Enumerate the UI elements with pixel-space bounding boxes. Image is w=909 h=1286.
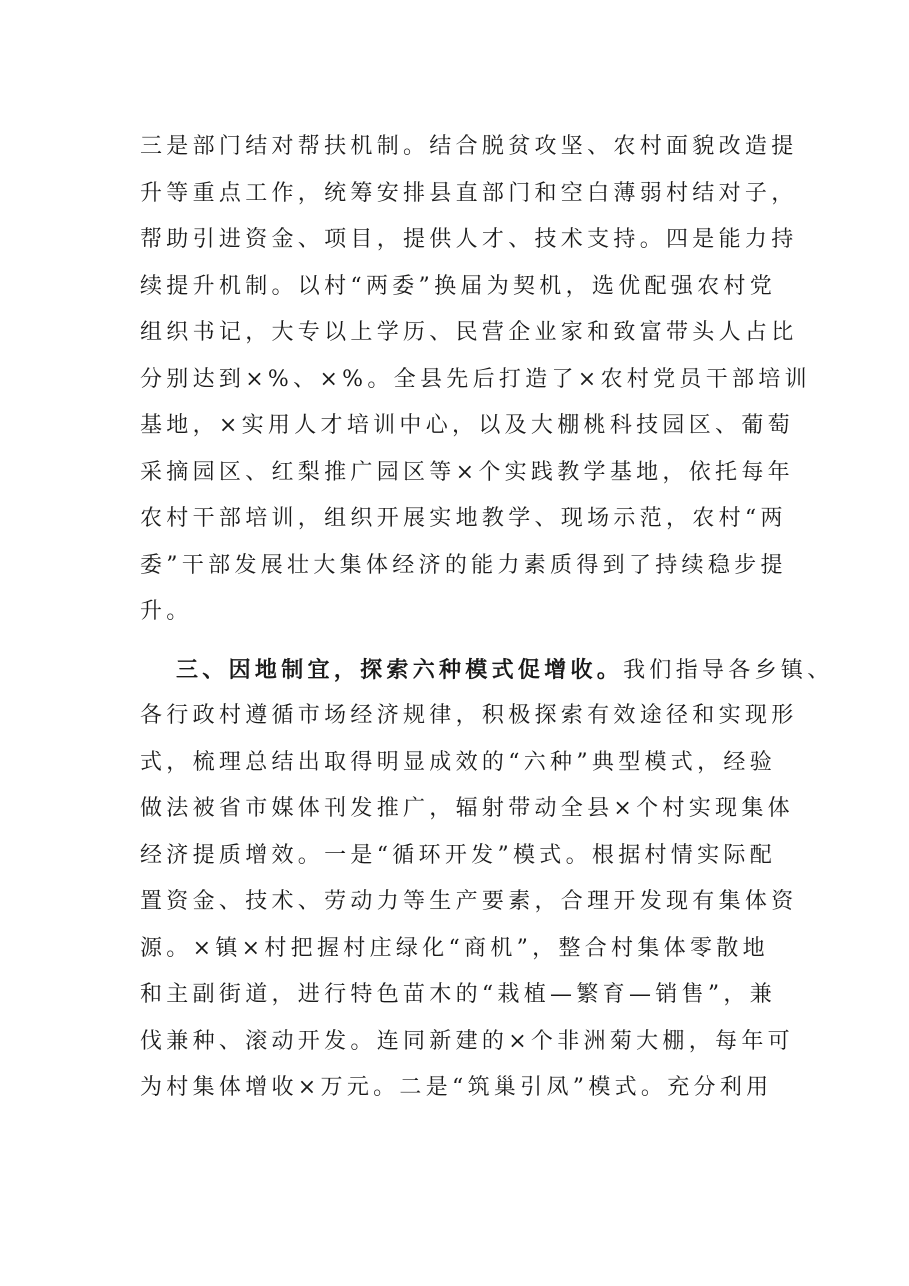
document-body [140, 124, 834, 1112]
text-line: 采摘园区、红梨推广园区等×个实践教学基地，依托每年 [140, 459, 794, 485]
text-line: 升。 [140, 599, 193, 624]
paragraph-2-first-line [140, 647, 834, 694]
text-line: 升等重点工作，统筹安排县直部门和空白薄弱村结对子， [140, 180, 798, 206]
text-line: 基地，×实用人才培训中心，以及大棚桃科技园区、葡萄 [140, 413, 794, 438]
text-line: 组织书记，大专以上学历、民营企业家和致富带头人占比 [140, 320, 798, 345]
text-line: 三是部门结对帮扶机制。结合脱贫攻坚、农村面貌改造提 [140, 134, 798, 159]
text-line: 和主副街道，进行特色苗木的“栽植—繁育—销售”，兼 [140, 982, 776, 1007]
text-line: 经济提质增效。一是“循环开发”模式。根据村情实际配 [140, 842, 776, 868]
paragraph-2 [140, 647, 834, 1112]
text-line: 分别达到×%、×%。全县先后打造了×农村党员干部培训 [140, 366, 811, 392]
text-line: 委”干部发展壮大集体经济的能力素质得到了持续稳步提 [140, 552, 787, 578]
text-line: 农村干部培训，组织开展实地教学、现场示范，农村“两 [140, 506, 787, 531]
text-line: 做法被省市媒体刊发推广，辐射带动全县×个村实现集体 [140, 796, 794, 821]
text-line: 式，梳理总结出取得明显成效的“六种”典型模式，经验 [140, 749, 776, 775]
text-line: 各行政村遵循市场经济规律，积极探索有效途径和实现形 [140, 703, 798, 728]
section-heading: 三、因地制宜，探索六种模式促增收。 [176, 656, 624, 683]
text-line: 置资金、技术、劳动力等生产要素，合理开发现有集体资 [140, 889, 798, 914]
heading-line-rest: 我们指导各乡镇、 [623, 657, 834, 683]
text-line: 伐兼种、滚动开发。连同新建的×个非洲菊大棚，每年可 [140, 1028, 794, 1054]
text-line: 源。×镇×村把握村庄绿化“商机”，整合村集体零散地 [140, 935, 769, 961]
text-line: 帮助引进资金、项目，提供人才、技术支持。四是能力持 [140, 227, 798, 252]
text-line: 为村集体增收×万元。二是“筑巢引凤”模式。充分利用 [140, 1075, 773, 1100]
paragraph-1 [140, 124, 820, 636]
text-line: 续提升机制。以村“两委”换届为契机，选优配强农村党 [140, 273, 776, 299]
